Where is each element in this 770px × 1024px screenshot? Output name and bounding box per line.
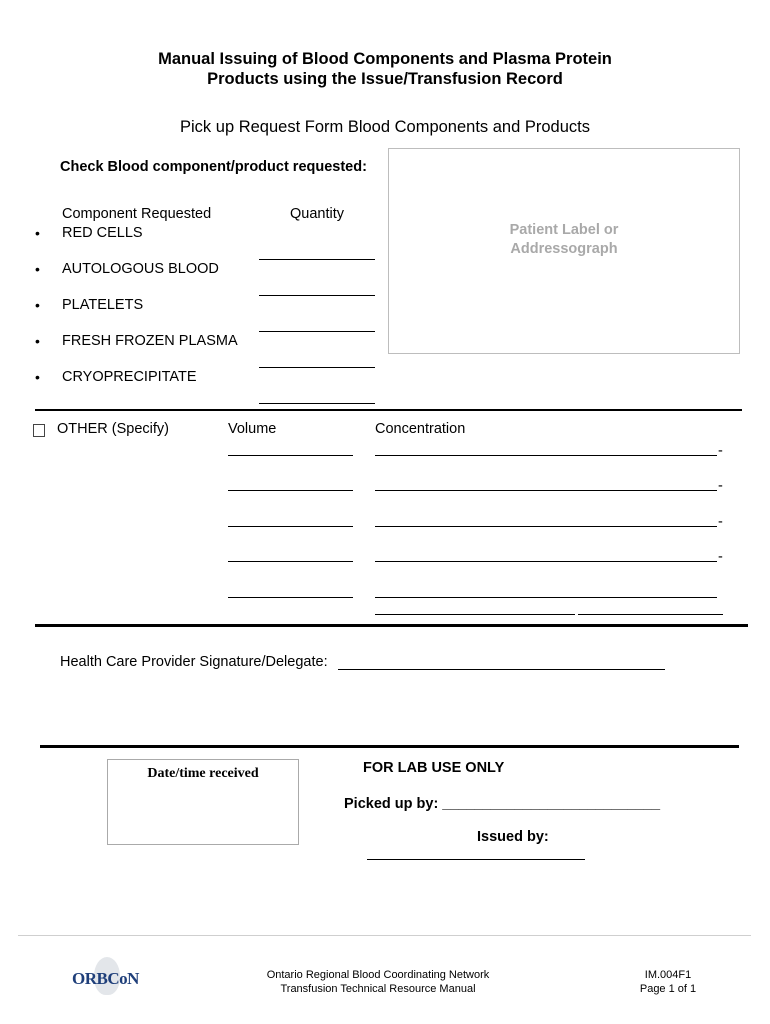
request-instruction: Check Blood component/product requested: [60, 159, 367, 175]
component-item: PLATELETS [62, 297, 144, 313]
orbcon-logo [72, 955, 152, 1005]
footer-org [240, 968, 516, 996]
signature-label: Health Care Provider Signature/Delegate: [60, 654, 328, 670]
section-divider [40, 745, 739, 748]
footer-org-line2: Transfusion Technical Resource Manual [280, 983, 476, 995]
volume-field[interactable] [228, 597, 353, 598]
footer-org-line1: Ontario Regional Blood Coordinating Network [266, 969, 490, 981]
dash: - [718, 478, 723, 494]
volume-column-header: Volume [228, 421, 277, 437]
quantity-field[interactable] [259, 295, 375, 296]
bullet-icon: • [35, 225, 40, 241]
logo-text: ORBCoN [72, 969, 139, 988]
component-item: RED CELLS [62, 225, 143, 241]
concentration-field[interactable] [375, 490, 717, 491]
page-number: Page 1 of 1 [639, 983, 697, 995]
section-divider [35, 409, 742, 411]
concentration-field[interactable] [578, 614, 723, 615]
bullet-icon: • [35, 369, 40, 385]
other-label: OTHER (Specify) [57, 421, 169, 437]
concentration-column-header: Concentration [375, 421, 466, 437]
quantity-field[interactable] [259, 367, 375, 368]
patient-label-box [388, 148, 740, 354]
dash: - [718, 514, 723, 530]
concentration-field[interactable] [375, 614, 575, 615]
form-title-line2: Products using the Issue/Transfusion Record [207, 70, 563, 88]
component-item: CRYOPRECIPITATE [62, 369, 197, 385]
component-item: FRESH FROZEN PLASMA [62, 333, 238, 349]
volume-field[interactable] [228, 455, 353, 456]
concentration-field[interactable] [375, 597, 717, 598]
volume-field[interactable] [228, 561, 353, 562]
dash: - [718, 549, 723, 565]
quantity-field[interactable] [259, 331, 375, 332]
quantity-column-header: Quantity [290, 206, 344, 222]
patient-label-line2: Addressograph [510, 241, 618, 257]
bullet-icon: • [35, 261, 40, 277]
component-column-header: Component Requested [62, 206, 212, 222]
date-received-label: Date/time received [147, 766, 259, 781]
component-item: AUTOLOGOUS BLOOD [62, 261, 219, 277]
form-subtitle: Pick up Request Form Blood Components and Products [180, 118, 590, 136]
concentration-field[interactable] [375, 526, 717, 527]
concentration-field[interactable] [375, 455, 717, 456]
date-received-box[interactable] [107, 759, 299, 845]
concentration-field[interactable] [375, 561, 717, 562]
quantity-field[interactable] [259, 403, 375, 404]
doc-id: IM.004F1 [644, 969, 692, 981]
bullet-icon: • [35, 333, 40, 349]
issued-by-field[interactable] [367, 859, 585, 860]
footer-doc-info [628, 968, 708, 996]
picked-up-by: Picked up by: ___________________________ [344, 796, 661, 812]
other-checkbox[interactable] [33, 424, 45, 437]
volume-field[interactable] [228, 526, 353, 527]
quantity-field[interactable] [259, 259, 375, 260]
lab-use-heading: FOR LAB USE ONLY [363, 760, 505, 776]
patient-label-line1: Patient Label or [509, 222, 619, 238]
bullet-icon: • [35, 297, 40, 313]
dash: - [718, 443, 723, 459]
signature-field[interactable] [338, 669, 665, 670]
section-divider [35, 624, 748, 627]
issued-by-label: Issued by: [477, 829, 549, 845]
footer-divider [18, 935, 751, 936]
form-title-line1: Manual Issuing of Blood Components and Plasma Protein [158, 50, 612, 68]
volume-field[interactable] [228, 490, 353, 491]
